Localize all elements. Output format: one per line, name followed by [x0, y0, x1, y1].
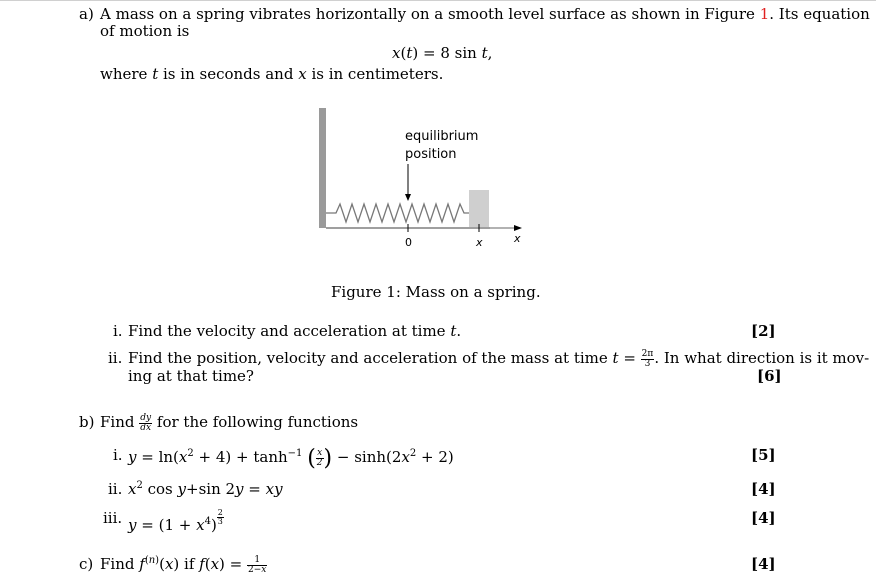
equation-of-motion: x(t) = 8 sin t,	[392, 44, 493, 62]
top-rule	[0, 0, 876, 1]
where-text: where t is in seconds and x is in centimeters.	[100, 65, 444, 83]
dy-dx-fraction: $\frac{dy}{dx}$	[140, 412, 152, 433]
figure-reference-link[interactable]: 1	[759, 5, 770, 23]
tick-label-zero: 0	[405, 236, 412, 249]
part-b-iii-number: iii.	[103, 509, 123, 527]
axis-label-x: x	[514, 232, 521, 245]
part-b-ii-number: ii.	[108, 480, 123, 498]
tick-label-x: x	[476, 236, 483, 249]
fraction-2pi-3: $\frac{2\pi}{3}$	[641, 348, 654, 369]
part-a-intro-line2: of motion is	[100, 22, 190, 40]
label-equilibrium: equilibrium	[405, 129, 479, 144]
part-a-ii-number: ii.	[108, 349, 123, 367]
equilibrium-arrowhead	[405, 194, 411, 201]
figure-caption: Figure 1: Mass on a spring.	[331, 283, 541, 301]
mass-block	[469, 190, 489, 227]
part-a-i-number: i.	[113, 322, 123, 340]
label-position: position	[405, 147, 457, 162]
part-b-ii-marks: [4]	[751, 480, 776, 498]
part-a-i-marks: [2]	[751, 322, 776, 340]
part-a-intro-line1: A mass on a spring vibrates horizontally on a smooth level surface as shown in Figure 1. Its equation	[100, 5, 870, 23]
part-c-label: c)	[79, 555, 94, 573]
part-b-intro: Find $\frac{dy}{dx}$ for the following functions	[100, 412, 359, 433]
part-c-text: Find $f^{(n)}(x)$ if f(x) = $\frac{1}{2-x}$	[100, 554, 267, 575]
part-b-i-number: i.	[113, 446, 123, 464]
part-a-ii-text: Find the position, velocity and acceleration of the mass at time t = $\frac{2\pi}{3}$ . In what direction is it mov-	[128, 348, 870, 369]
part-b-iii-equation: $y = (1 + x^4)$ $\frac{2}{3}$	[128, 508, 223, 534]
part-c-marks: [4]	[751, 555, 776, 573]
part-b-i-equation: $y = \ln(x^2 + 4) + \tanh^{-1}$ ( $\frac{x}{2}$ ) − $\sinh(2x^2 + 2)$	[128, 446, 454, 471]
mass-spring-figure	[300, 100, 540, 255]
part-b-label: b)	[79, 413, 95, 431]
spring	[326, 204, 469, 222]
part-a-label: a)	[79, 5, 94, 23]
part-a-ii-text-cont: ing at that time?	[128, 367, 254, 385]
part-a-ii-marks: [6]	[757, 367, 782, 385]
x-axis-arrowhead	[514, 225, 522, 231]
part-b-i-marks: [5]	[751, 446, 776, 464]
part-b-iii-marks: [4]	[751, 509, 776, 527]
wall	[319, 108, 326, 228]
part-b-ii-equation: $x^2$ cos y+sin 2y = xy	[128, 480, 283, 498]
part-a-i-text: Find the velocity and acceleration at time t.	[128, 322, 462, 340]
